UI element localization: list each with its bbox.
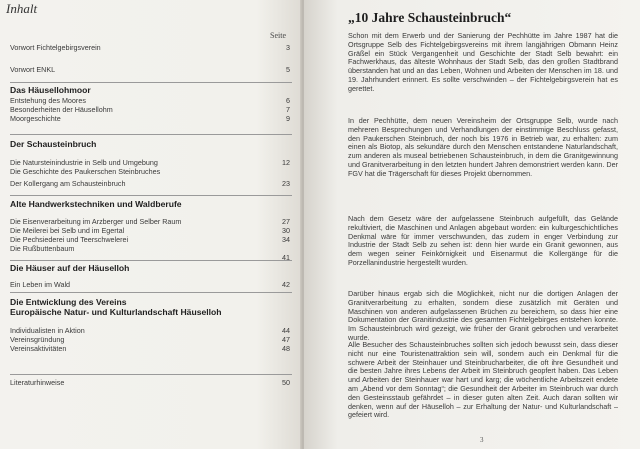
toc-section-heading [10,86,290,94]
toc-page-number: 27 [282,217,290,226]
section-divider [10,292,292,293]
toc-page-number: 7 [286,105,290,114]
toc-page-number: 48 [282,344,290,353]
article-title: „10 Jahre Schausteinbruch“ [348,10,512,25]
toc-entry [10,115,290,123]
toc-entry-text: Vorwort ENKL [10,65,56,74]
toc-entry [10,180,290,188]
toc-section-heading [10,200,290,208]
toc-entry [10,97,290,105]
toc-entry [10,168,290,176]
toc-page-number: 44 [282,326,290,335]
toc-entry-text: Vereinsgründung [10,335,65,344]
section-divider [10,195,292,196]
toc-entry [10,159,290,167]
toc-entry-text: Die Geschichte des Paukerschen Steinbruches [10,167,161,176]
toc-entry-text: Das Häusellohmoor [10,85,91,95]
toc-entry-text: Der Kollergang am Schausteinbruch [10,179,126,188]
toc-entry-text: Vereinsaktivitäten [10,344,67,353]
seite-label: Seite [270,31,286,40]
paragraph: Nach dem Gesetz wäre der aufgelassene Steinbruch aufgefüllt, das Gelände rekultiviert, die Maschinen und Anlagen abgebaut worden: ein kulturgeschichtliches Denkmal wäre für immer verschwunden, das zudem in enger Verbindung zur Industrie der Stadt Selb zu sehen ist: denn hier wurde ein Granit gewonnen, aus dem wegen seiner Feinkörnigkeit und Eisenarmut die Kollergänge für die Porzellanindustrie hergestellt wurden. [348,214,618,267]
toc-entry-text: Besonderheiten der Häusellohm [10,105,113,114]
toc-entry-text: Europäische Natur- und Kulturlandschaft Häuselloh [10,307,222,317]
toc-entry [10,281,290,289]
toc-page-number: 47 [282,335,290,344]
toc-section-heading [10,264,290,272]
toc-page-number: 30 [282,226,290,235]
toc-page-number: 34 [282,235,290,244]
toc-page-number: 50 [282,378,290,387]
toc-entry-text: Ein Leben im Wald [10,280,71,289]
toc-section-heading [10,308,290,316]
toc-entry [10,218,290,226]
toc-entry-text: Entstehung des Moores [10,96,86,105]
paragraph: Alle Besucher des Schausteinbruches sollten sich jedoch bewusst sein, dass dieser nicht nur eine Touristenattraktion sein will, sondern auch ein Denkmal für die schwere Arbeit der Steinhauer und Steinbrucharbeiter, die oft ihre Gesundheit und die besten Jahre ihres Lebens der Arbeit im Steinbruch geopfert haben. Das Leben und Arbeiten der Steinhauer war hart und karg; die wöchentliche Arbeitszeit endete am „Abend vor dem Sonntag“; die Gesundheit der Arbeiter im Steinbruch war durch den Gesteinsstaub gefährdet – in dieser guten alten Zeit. Auch daran sollten wir denken, wenn auf der Häuselloh – zur Erhaltung der Natur- und Kulturlandschaft – gefeiert wird. [348,340,618,420]
toc-entry-text: Die Häuser auf der Häuselloh [10,263,130,273]
toc-entry-text: Literaturhinweise [10,378,65,387]
section-divider [10,82,292,83]
page-title: Inhalt [6,1,38,16]
toc-entry-text: Die Entwicklung des Vereins [10,297,127,307]
toc-entry [10,236,290,244]
paragraph: In der Pechhütte, dem neuen Vereinsheim der Ortsgruppe Selb, wurde nach mehreren Besprechungen und Verhandlungen der einstimmige Beschluss gefasst, den Paukerschen Steinbruch, der noch bis 1976 in Betrieb war, zu erhalten: zum einen als Biotop, als sekundäre durch den Menschen entstandene Naturlandschaft, zum anderen als museal betriebenen Schausteinbruch, in dem die Granitgewinnung und Granitverarbeitung in den letzten hundert Jahren demonstriert werden kann. Der FGV hat die Trägerschaft für dieses Projekt übernommen. [348,116,618,178]
toc-entry-text: Die Rußbuttenbaum [10,244,75,253]
left-page [0,0,302,449]
toc-entry [10,245,290,253]
toc-entry-text: Moorgeschichte [10,114,61,123]
toc-page-number: 6 [286,96,290,105]
toc-page-number: 9 [286,114,290,123]
toc-page-number: 23 [282,179,290,188]
toc-entry-text: Alte Handwerkstechniken und Waldberufe [10,199,182,209]
toc-entry [10,379,290,387]
toc-entry-text: Der Schausteinbruch [10,139,97,149]
paragraph: Darüber hinaus ergab sich die Möglichkeit, nicht nur die dortigen Anlagen der Granitverarbeitung zu erhalten, sondern diese zusätzlich mit Geräten und Maschinen von anderen aufgelassenen Brüchen zu bereichern, so dass hier eine Dokumentation der Granitindustrie des gesamten Fichtelgebirges entstehen konnte. Im Schausteinbruch wird gezeigt, wie früher der Granit gebrochen und verarbeitet wurde. [348,289,618,342]
toc-entry [10,345,290,353]
right-page [304,0,640,449]
toc-page-number: 5 [286,65,290,74]
toc-entry-text: Die Eisenverarbeitung im Arzberger und Selber Raum [10,217,182,226]
toc-entry [10,66,290,74]
section-divider [10,134,292,135]
toc-entry-text: Individualisten in Aktion [10,326,85,335]
toc-entry-text: Vorwort Fichtelgebirgsverein [10,43,101,52]
section-divider [10,260,292,261]
toc-page-number: 12 [282,158,290,167]
toc-entry [10,106,290,114]
paragraph: Schon mit dem Erwerb und der Sanierung der Pechhütte im Jahre 1987 hat die Ortsgruppe Selb des Fichtelgebirgsvereins mit ihrem langjährigen Obmann Heinz Gräßel ein Stück Vergangenheit und Geschichte der Stadt Selb bewahrt: ein Fachwerkhaus, das älteste Wohnhaus der Stadt Selb, das den großen Stadtbrand überstanden hat und an das Leben, Wohnen und Arbeiten der Menschen im 18. und 19. Jahrhundert erinnert. Es sollte verschwinden – der Fichtelgebirgsverein hat es gerettet. [348,31,618,93]
toc-entry-text: Die Natursteinindustrie in Selb und Umgebung [10,158,158,167]
toc-entry-text: Die Meilerei bei Selb und im Egertal [10,226,125,235]
toc-page-number: 42 [282,280,290,289]
toc-entry [10,227,290,235]
toc-entry [10,44,290,52]
toc-section-heading [10,298,290,306]
page-number: 3 [480,436,484,444]
toc-entry [10,327,290,335]
toc-entry-text: Die Pechsiederei und Teerschwelerei [10,235,129,244]
toc-entry [10,336,290,344]
toc-page-number: 41 [282,253,290,262]
toc-section-heading [10,140,290,148]
section-divider [10,374,292,375]
toc-page-number: 3 [286,43,290,52]
